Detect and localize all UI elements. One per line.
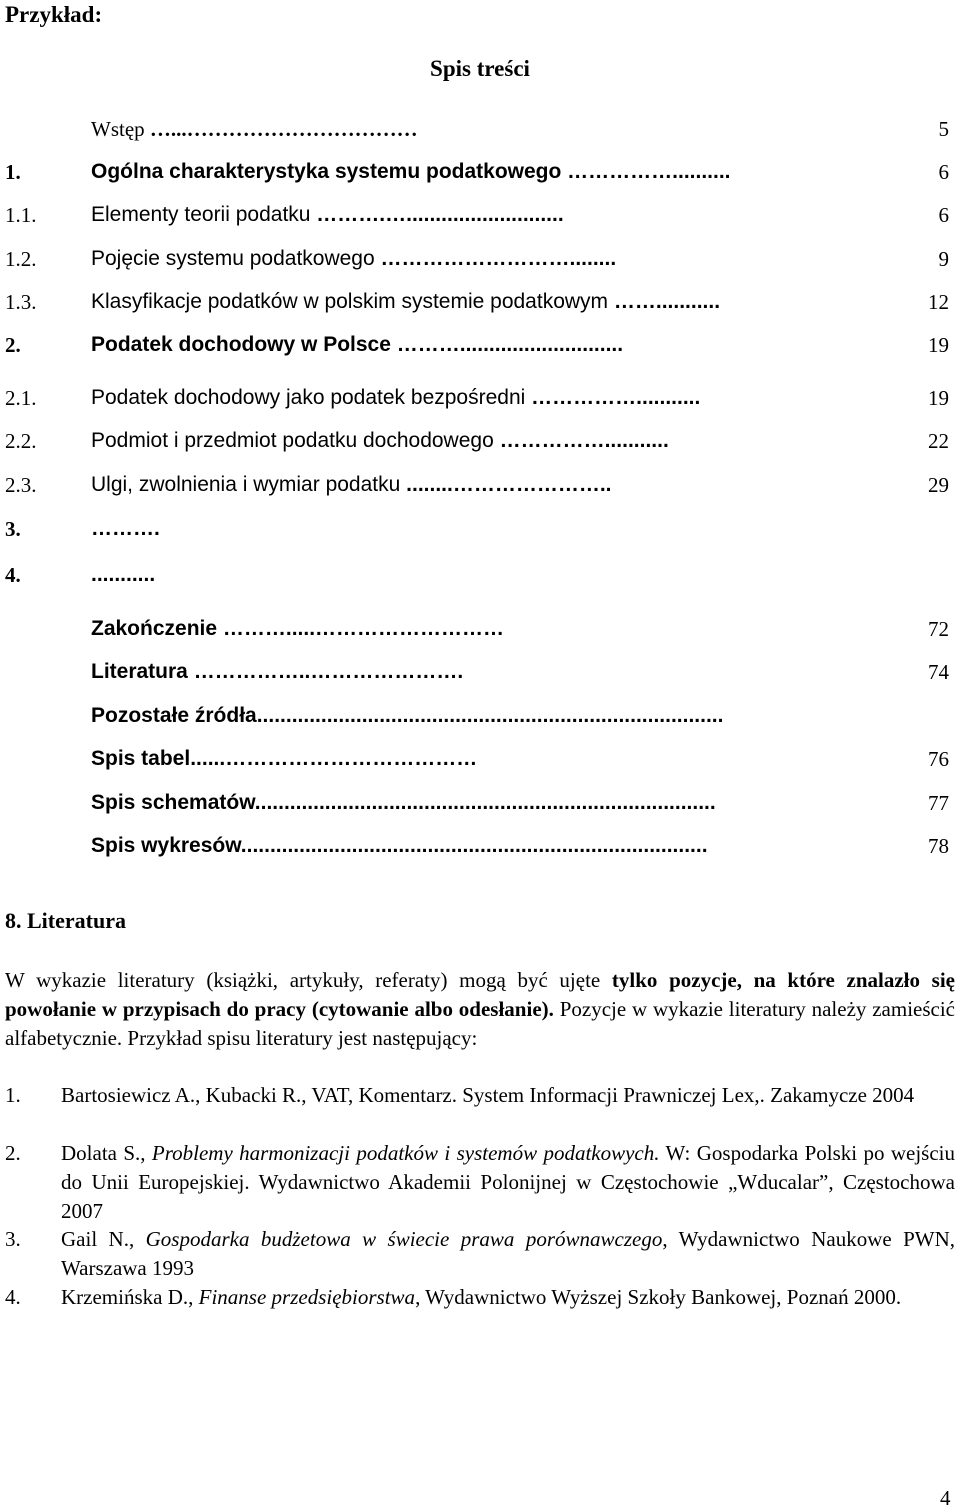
reference-title: Gospodarka budżetowa w świecie prawa porównawczego [145,1227,663,1251]
reference-publisher: , Wydawnictwo Naukowe PWN, Warszawa 1993 [61,1227,955,1280]
toc-row-page: 72 [928,617,949,641]
reference-text [61,1081,955,1110]
toc-row [0,831,960,861]
toc-row [0,157,960,187]
toc-row-leader: ......……………………………… [190,747,478,770]
toc-row-label [91,287,720,317]
toc-row-label-text: Pozostałe źródła [91,704,257,727]
toc-row-leader: ........………………….. [400,473,612,496]
reference-number: 3. [5,1227,21,1251]
toc-row [0,330,960,360]
reference-title: Problemy harmonizacji podatków i systemów podatkowych. [151,1141,660,1165]
toc-row [0,244,960,274]
toc-row-page: 74 [928,660,949,684]
toc-row-number: 2.1. [5,386,37,410]
toc-row-label-text: Ulgi, zwolnienia i wymiar podatku [91,473,401,496]
toc-row-label-text: Ogólna charakterystyka systemu podatkowego [91,160,562,183]
toc-row [0,287,960,317]
toc-row-label-text: Spis schematów [91,791,255,814]
toc-row [0,744,960,774]
toc-row [0,560,960,590]
example-label: Przykład: [5,2,103,27]
toc-row [0,114,960,144]
toc-row-number: 2. [5,333,21,357]
toc-row-leader: ……….....……………………… [217,617,505,640]
toc-row-number: 1.1. [5,203,37,227]
toc-row-page: 9 [938,247,949,271]
toc-row [0,426,960,456]
reference-number: 4. [5,1285,21,1309]
toc-row-label-text: Elementy teorii podatku [91,203,311,226]
reference-title: Finanse przedsiębiorstwa [198,1285,416,1309]
reference-author: Krzemińska D., [61,1285,199,1309]
toc-row-page: 78 [928,834,949,858]
toc-row-label [91,383,700,413]
toc-row-number: 1.3. [5,290,37,314]
toc-row-label [91,701,723,731]
toc-row-label-text: Literatura [91,660,188,683]
toc-row-page: 6 [938,160,949,184]
reference-text [61,1283,955,1312]
toc-row-leader: …………….......... [561,160,731,183]
toc-row-label [91,831,708,861]
toc-row-page: 6 [938,203,949,227]
toc-row-label [91,470,612,500]
toc-row [0,657,960,687]
toc-row-page: 19 [928,333,949,357]
toc-title: Spis treści [430,56,530,81]
toc-row-label [91,514,160,544]
toc-row-label [91,744,477,774]
toc-row-label [91,426,669,456]
toc-row-leader: ............................................................................... [254,791,716,814]
toc-row-page: 19 [928,386,949,410]
reference-text [61,1225,955,1283]
paragraph-text-1: W wykazie literatury (książki, artykuły, referaty) mogą być ujęte [5,968,612,992]
toc-row-label-text: ........... [91,563,156,586]
reference-number: 2. [5,1141,21,1165]
toc-row [0,514,960,544]
toc-row-label [91,330,623,360]
toc-row-number: 3. [5,517,21,541]
toc-row-label [91,560,155,590]
reference-text [61,1139,955,1226]
section-paragraph [5,966,955,1053]
toc-row-label [91,200,564,230]
toc-row-leader: ………............................ [390,333,624,356]
toc-row-label [91,614,504,644]
toc-row-label [91,788,716,818]
toc-row [0,614,960,644]
toc-row-page: 76 [928,747,949,771]
toc-row-label [91,114,418,144]
toc-row [0,701,960,731]
toc-row-number: 2.3. [5,473,37,497]
toc-row-page: 29 [928,473,949,497]
toc-row-label-text: Spis tabel [91,747,191,770]
toc-row-leader: ................................................................................ [256,704,724,727]
reference-author: Gail N., [61,1227,146,1251]
reference-publisher: W: Gospodarka Polski po wejściu do Unii Europejskiej. Wydawnictwo Akademii Polonijnej w Częstochowie „Wducalar”, Częstochowa 2007 [61,1141,956,1223]
toc-row-label-text: Zakończenie [91,617,218,640]
toc-row-label-text: Podatek dochodowy w Polsce [91,333,391,356]
toc-row-number: 2.2. [5,429,37,453]
toc-row-label-text: ………. [91,517,160,540]
toc-row-number: 1.2. [5,247,37,271]
toc-row [0,383,960,413]
toc-row-leader: ……………........... [493,429,669,452]
toc-row-leader: ……….…........................... [310,203,564,226]
paragraph-emphasis: tylko pozycje, na które znalazło się powołanie w przypisach do pracy (cytowanie albo odesłanie). [5,968,955,1021]
toc-row-label-text: Podatek dochodowy jako podatek bezpośredni [91,386,526,409]
toc-row-label [91,657,463,687]
toc-row-label [91,157,731,187]
toc-row-label-text: Wstęp [91,117,145,141]
toc-row-page: 22 [928,429,949,453]
toc-row-number: 4. [5,563,21,587]
toc-row-label-text: Spis wykresów [91,834,241,857]
toc-row-label-text: Klasyfikacje podatków w polskim systemie podatkowym [91,290,609,313]
toc-row-leader: ................................................................................ [240,834,708,857]
toc-row-leader: ……………..…………………. [187,660,464,683]
toc-row [0,470,960,500]
reference-author: Dolata S., [61,1141,152,1165]
toc-row [0,788,960,818]
reference-author: Bartosiewicz A., Kubacki R., VAT, Komentarz. System Informacji Prawniczej Lex,. Zakamycze 2004 [61,1083,915,1107]
reference-publisher: , Wydawnictwo Wyższej Szkoły Bankowej, Poznań 2000. [415,1285,902,1309]
toc-row-leader: ……........... [608,290,721,313]
toc-row-leader: ………………………........ [374,247,617,270]
toc-row-label-text: Podmiot i przedmiot podatku dochodowego [91,429,494,452]
page-number: 4 [940,1486,951,1510]
toc-row-leader: …...…………………………… [144,117,418,141]
toc-row-page: 12 [928,290,949,314]
toc-row-number: 1. [5,160,21,184]
paragraph-text-2: Pozycje w wykazie literatury należy zamieścić alfabetycznie. Przykład spisu literatury jest następujący: [5,997,955,1050]
section-heading: 8. Literatura [5,908,126,933]
toc-row-label [91,244,616,274]
toc-row-page: 5 [938,117,949,141]
toc-row-page: 77 [928,791,949,815]
toc-row [0,200,960,230]
toc-row-label-text: Pojęcie systemu podatkowego [91,247,375,270]
reference-number: 1. [5,1083,21,1107]
toc-row-leader: ……………........... [525,386,701,409]
